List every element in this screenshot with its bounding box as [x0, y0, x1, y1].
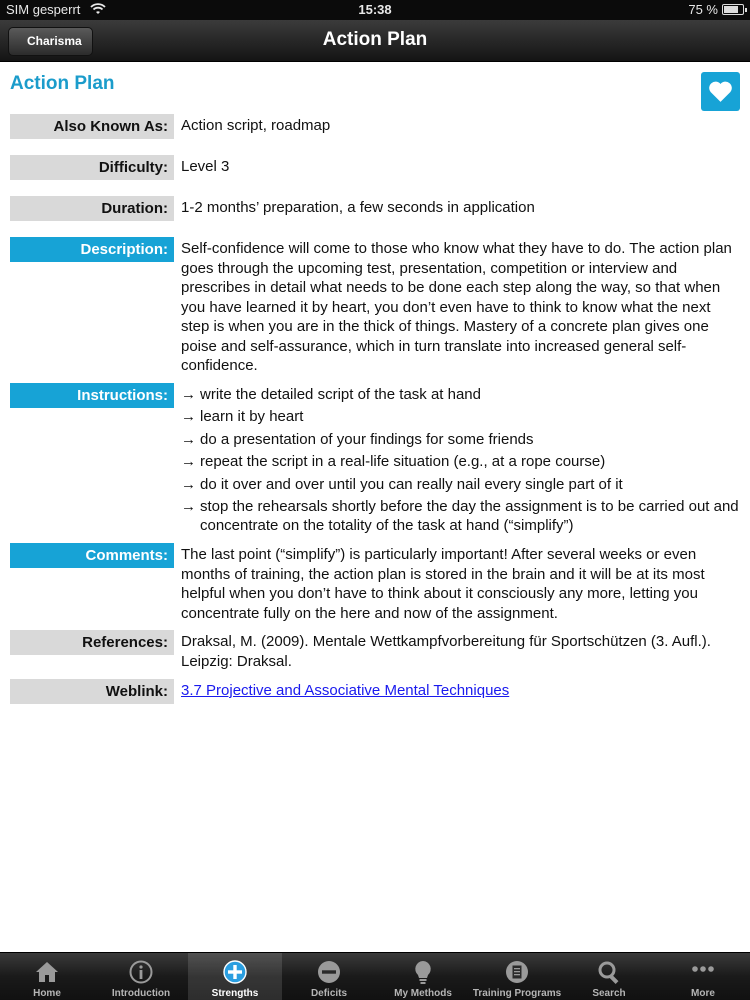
instruction-item: → do a presentation of your findings for some friends: [181, 430, 534, 448]
weblink-label: Weblink:: [10, 679, 174, 704]
battery-level-fill: [724, 6, 738, 13]
minus-circle-icon: [316, 959, 342, 985]
comments-label: Comments:: [10, 543, 174, 568]
more-icon: [690, 959, 716, 985]
difficulty-value: Level 3: [181, 158, 230, 175]
instructions-label: Instructions:: [10, 383, 174, 408]
favorite-button[interactable]: [701, 72, 740, 111]
tab-bar: [0, 952, 750, 1000]
references-label: References:: [10, 630, 174, 655]
arrow-icon: →: [181, 497, 196, 515]
home-icon: [34, 959, 60, 985]
tab-my-methods[interactable]: My Methods: [376, 953, 470, 1000]
difficulty-label: Difficulty:: [10, 155, 174, 180]
tab-training-programs[interactable]: Training Programs: [470, 953, 564, 1000]
arrow-icon: →: [181, 386, 196, 403]
arrow-icon: →: [181, 453, 196, 471]
description-label: Description:: [10, 237, 174, 262]
battery-icon: [722, 4, 744, 15]
instruction-item: → stop the rehearsals shortly before the day the assignment is to be carried out and concentrate on the totality of the task at hand (“simplify”): [181, 497, 739, 534]
plus-circle-icon: [222, 959, 248, 985]
clock: 15:38: [358, 2, 392, 17]
arrow-icon: →: [181, 408, 196, 426]
instruction-item: → write the detailed script of the task at hand: [181, 386, 481, 403]
weblink-value: [181, 681, 743, 701]
instructions-list: [181, 385, 743, 535]
instruction-item: → repeat the script in a real-life situation (e.g., at a rope course): [181, 453, 606, 471]
tab-more[interactable]: More: [656, 953, 750, 1000]
tab-strengths[interactable]: Strengths: [188, 953, 282, 1000]
info-icon: [128, 959, 154, 985]
comments-value: The last point (“simplify”) is particularly important! After several weeks or even months of training, the action plan is stored in the brain and it will be at its most helpful when you don’t have to think about it consciously any more, letting you concentrate fully on the here and now of the assignment.: [181, 546, 705, 622]
aka-label: Also Known As:: [10, 114, 174, 139]
arrow-icon: →: [181, 475, 196, 493]
search-icon: [596, 959, 622, 985]
instructions-value: [181, 385, 743, 538]
nav-title: Action Plan: [322, 29, 428, 50]
duration-value: 1-2 months’ preparation, a few seconds in application: [181, 199, 535, 216]
tab-deficits[interactable]: Deficits: [282, 953, 376, 1000]
heart-icon: [708, 80, 733, 103]
duration-label: Duration:: [10, 196, 174, 221]
carrier-label: SIM gesperrt: [6, 2, 81, 17]
weblink-link[interactable]: 3.7 Projective and Associative Mental Techniques: [181, 682, 510, 699]
arrow-icon: →: [181, 430, 196, 448]
navigation-bar: [0, 20, 750, 62]
instruction-item: → do it over and over until you can really nail every single part of it: [181, 475, 623, 493]
tab-introduction[interactable]: Introduction: [94, 953, 188, 1000]
status-bar: [0, 0, 750, 20]
document-icon: [504, 959, 530, 985]
aka-value: Action script, roadmap: [181, 117, 331, 134]
page-title: Action Plan: [10, 73, 115, 94]
tab-home[interactable]: Home: [0, 953, 94, 1000]
references-value: Draksal, M. (2009). Mentale Wettkampfvorbereitung für Sportschützen (3. Aufl.). Leipzig: Draksal.: [181, 633, 711, 670]
description-value: Self-confidence will come to those who know what they have to do. The action plan goes through the upcoming test, presentation, competition or interview and prescribes in detail what needs to be done each step along the way, so that when you have learned it by heart, you don’t even have to think to know what the next step is when you are in the thick of things. Mastery of a concrete plan gives one poise and self-assurance, which in turn translate into increased general self-confidence.: [181, 240, 732, 374]
battery-percentage: 75 %: [688, 2, 718, 17]
instruction-item: → learn it by heart: [181, 408, 304, 426]
back-button[interactable]: Charisma: [8, 27, 93, 56]
tab-search[interactable]: Search: [562, 953, 656, 1000]
lightbulb-icon: [410, 959, 436, 985]
